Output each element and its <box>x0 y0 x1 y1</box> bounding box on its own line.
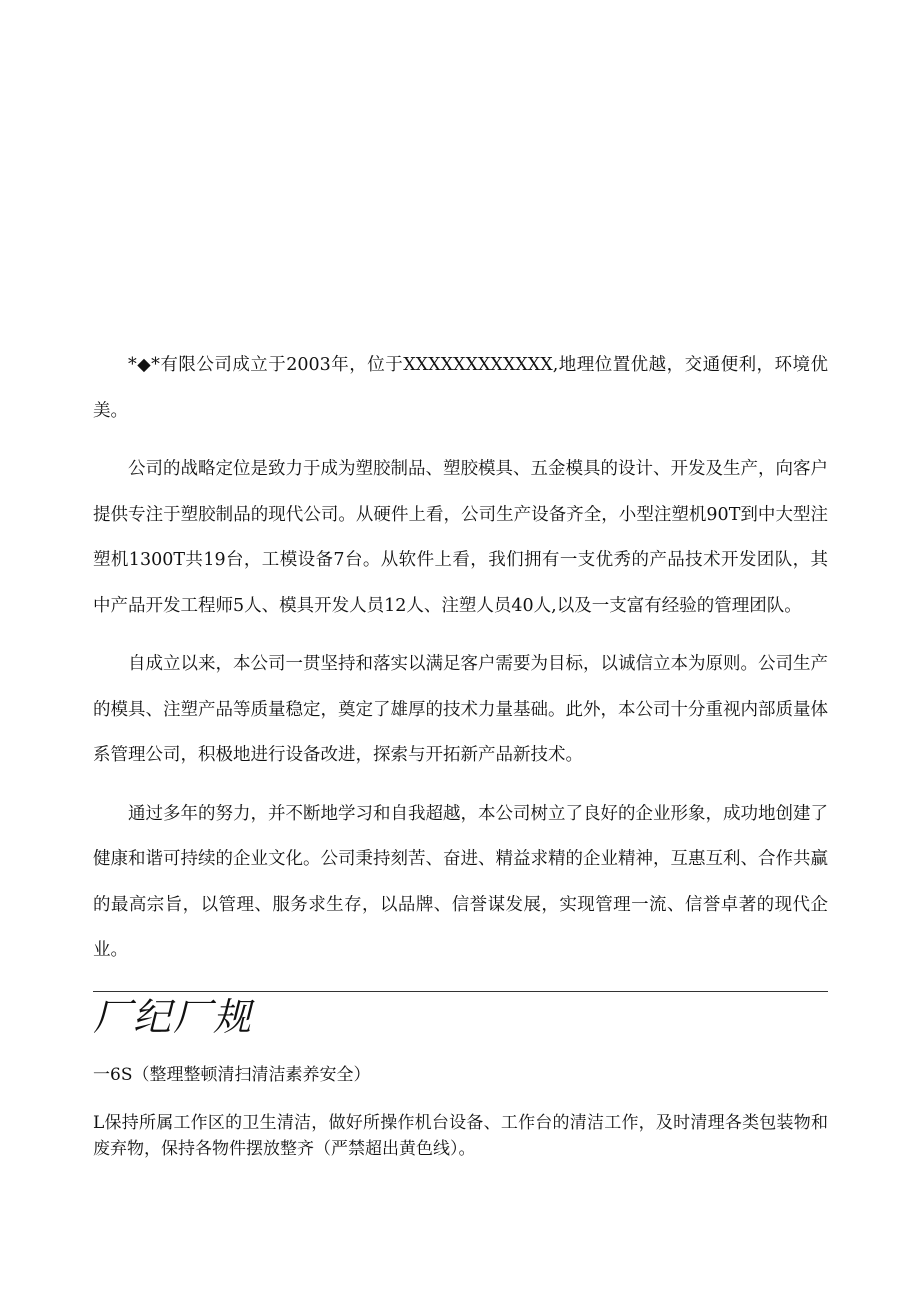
company-intro <box>93 343 828 987</box>
section-subtitle: 一6S（整理整顿清扫清洁素养安全） <box>93 1065 371 1085</box>
intro-paragraph: *◆*有限公司成立于2003年，位于XXXXXXXXXXXX,地理位置优越，交通便利，环境优美。 <box>93 355 828 421</box>
intro-paragraph: 通过多年的努力，并不断地学习和自我超越，本公司树立了良好的企业形象，成功地创建了健康和谐可持续的企业文化。公司秉持刻苦、奋进、精益求精的企业精神，互惠互利、合作共赢的最高宗旨，以管理、服务求生存，以品牌、信誉谋发展，实现管理一流、信誉卓著的现代企业。 <box>93 803 828 960</box>
intro-paragraph: 公司的战略定位是致力于成为塑胶制品、塑胶模具、五金模具的设计、开发及生产，向客户提供专注于塑胶制品的现代公司。从硬件上看，公司生产设备齐全，小型注塑机90T到中大型注塑机1300T共19台，工模设备7台。从软件上看，我们拥有一支优秀的产品技术开发团队，其中产品开发工程师5人、模具开发人员12人、注塑人员40人,以及一支富有经验的管理团队。 <box>93 459 828 616</box>
intro-paragraph: 自成立以来，本公司一贯坚持和落实以满足客户需要为目标，以诚信立本为原则。公司生产的模具、注塑产品等质量稳定，奠定了雄厚的技术力量基础。此外，本公司十分重视内部质量体系管理公司，积极地进行设备改进，探索与开拓新产品新技术。 <box>93 654 828 765</box>
section-title: 厂纪厂规 <box>93 995 254 1039</box>
section-divider <box>93 991 828 992</box>
rule-item: L保持所属工作区的卫生清洁，做好所操作机台设备、工作台的清洁工作，及时清理各类包装物和废弃物，保持各物件摆放整齐（严禁超出黄色线）。 <box>93 1113 828 1159</box>
